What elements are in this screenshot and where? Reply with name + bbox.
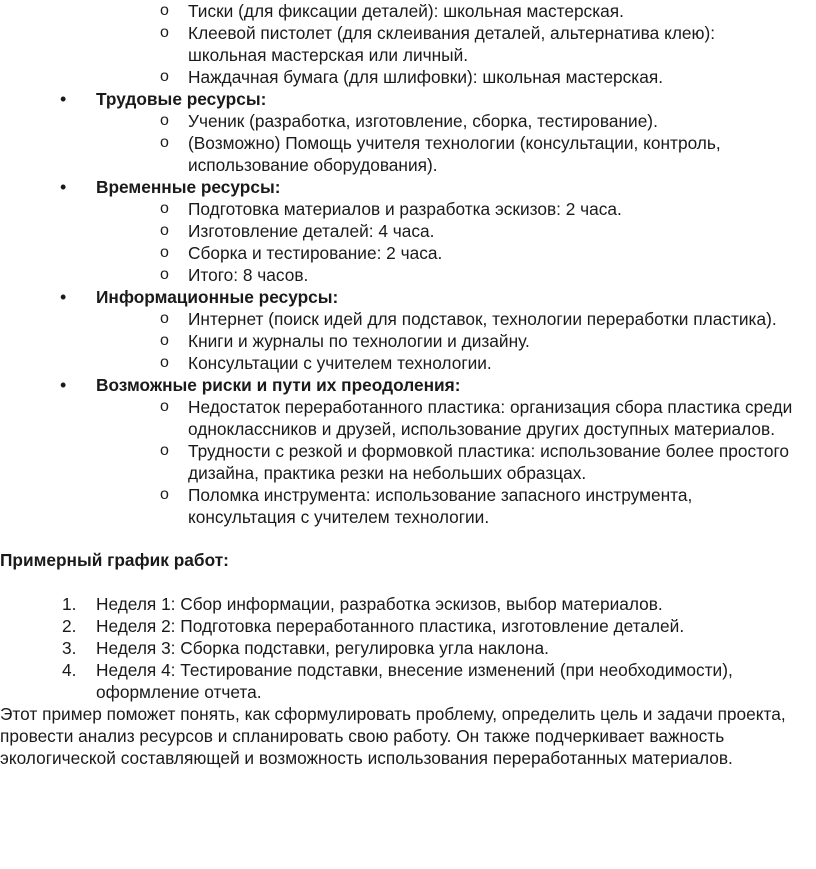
list-item: o Итого: 8 часов. — [160, 265, 309, 285]
section-title: • Возможные риски и пути их преодоления: — [60, 375, 461, 395]
circle-bullet-icon: o — [160, 68, 169, 85]
circle-bullet-icon: o — [160, 310, 169, 327]
list-item: o Консультации с учителем технологии. — [160, 353, 492, 373]
schedule-title: Примерный график работ: — [0, 550, 229, 570]
list-item: o Интернет (поиск идей для подставок, технологии переработки пластика). — [160, 309, 777, 329]
circle-bullet-icon: o — [160, 24, 169, 41]
circle-bullet-icon: o — [160, 222, 169, 239]
list-item: o Недостаток переработанного пластика: организация сбора пластика среди одноклассников и друзей, использование других доступных материалов. — [160, 397, 793, 439]
top-sublist — [0, 0, 816, 88]
list-item: o Книги и журналы по технологии и дизайну. — [160, 331, 530, 351]
circle-bullet-icon: o — [160, 266, 169, 283]
circle-bullet-icon: o — [160, 354, 169, 371]
circle-bullet-icon: o — [160, 244, 169, 261]
section-title: • Временные ресурсы: — [60, 177, 281, 197]
list-item: o (Возможно) Помощь учителя технологии (консультации, контроль, использование оборудования). — [160, 133, 721, 175]
list-number: 1. — [62, 594, 77, 614]
list-item: o Наждачная бумага (для шлифовки): школьная мастерская. — [160, 67, 664, 87]
circle-bullet-icon: o — [160, 134, 169, 151]
circle-bullet-icon: o — [160, 112, 169, 129]
circle-bullet-icon: o — [160, 332, 169, 349]
resources-list — [0, 88, 816, 528]
schedule-list — [0, 593, 816, 703]
list-item: o Ученик (разработка, изготовление, сборка, тестирование). — [160, 111, 658, 131]
list-number: 2. — [62, 616, 77, 636]
list-item: o Изготовление деталей: 4 часа. — [160, 221, 435, 241]
list-item: o Трудности с резкой и формовкой пластика: использование более простого дизайна, практика резки на небольших образцах. — [160, 441, 789, 483]
circle-bullet-icon: o — [160, 398, 169, 415]
list-item: o Тиски (для фиксации деталей): школьная мастерская. — [160, 1, 624, 21]
bullet-icon: • — [60, 177, 67, 197]
bullet-icon: • — [60, 89, 67, 109]
section-title: • Информационные ресурсы: — [60, 287, 339, 307]
list-item: o Подготовка материалов и разработка эскизов: 2 часа. — [160, 199, 622, 219]
bullet-icon: • — [60, 287, 67, 307]
list-item: o Клеевой пистолет (для склеивания деталей, альтернатива клею): школьная мастерская или личный. — [160, 23, 716, 65]
circle-bullet-icon: o — [160, 2, 169, 19]
list-item: o Поломка инструмента: использование запасного инструмента, консультация с учителем технологии. — [160, 485, 693, 527]
section-info — [0, 286, 816, 374]
conclusion-paragraph: Этот пример поможет понять, как сформулировать проблему, определить цель и задачи проекта, провести анализ ресурсов и спланировать свою работу. Он также подчеркивает важность экологической составляющей и возможность использования переработанных материалов. — [0, 704, 786, 768]
bullet-icon: • — [60, 375, 67, 395]
list-item: 3. Неделя 3: Сборка подставки, регулировка угла наклона. — [62, 638, 549, 658]
list-item: 1. Неделя 1: Сбор информации, разработка эскизов, выбор материалов. — [62, 594, 663, 614]
section-labor — [0, 88, 816, 176]
circle-bullet-icon: o — [160, 442, 169, 459]
list-item: 2. Неделя 2: Подготовка переработанного пластика, изготовление деталей. — [62, 616, 685, 636]
circle-bullet-icon: o — [160, 200, 169, 217]
circle-bullet-icon: o — [160, 486, 169, 503]
section-time — [0, 176, 816, 286]
list-number: 3. — [62, 638, 77, 658]
section-title: • Трудовые ресурсы: — [60, 89, 267, 109]
list-item: 4. Неделя 4: Тестирование подставки, внесение изменений (при необходимости), оформление отчета. — [62, 660, 733, 702]
list-number: 4. — [62, 660, 77, 680]
list-item: o Сборка и тестирование: 2 часа. — [160, 243, 443, 263]
section-risks — [0, 374, 816, 528]
